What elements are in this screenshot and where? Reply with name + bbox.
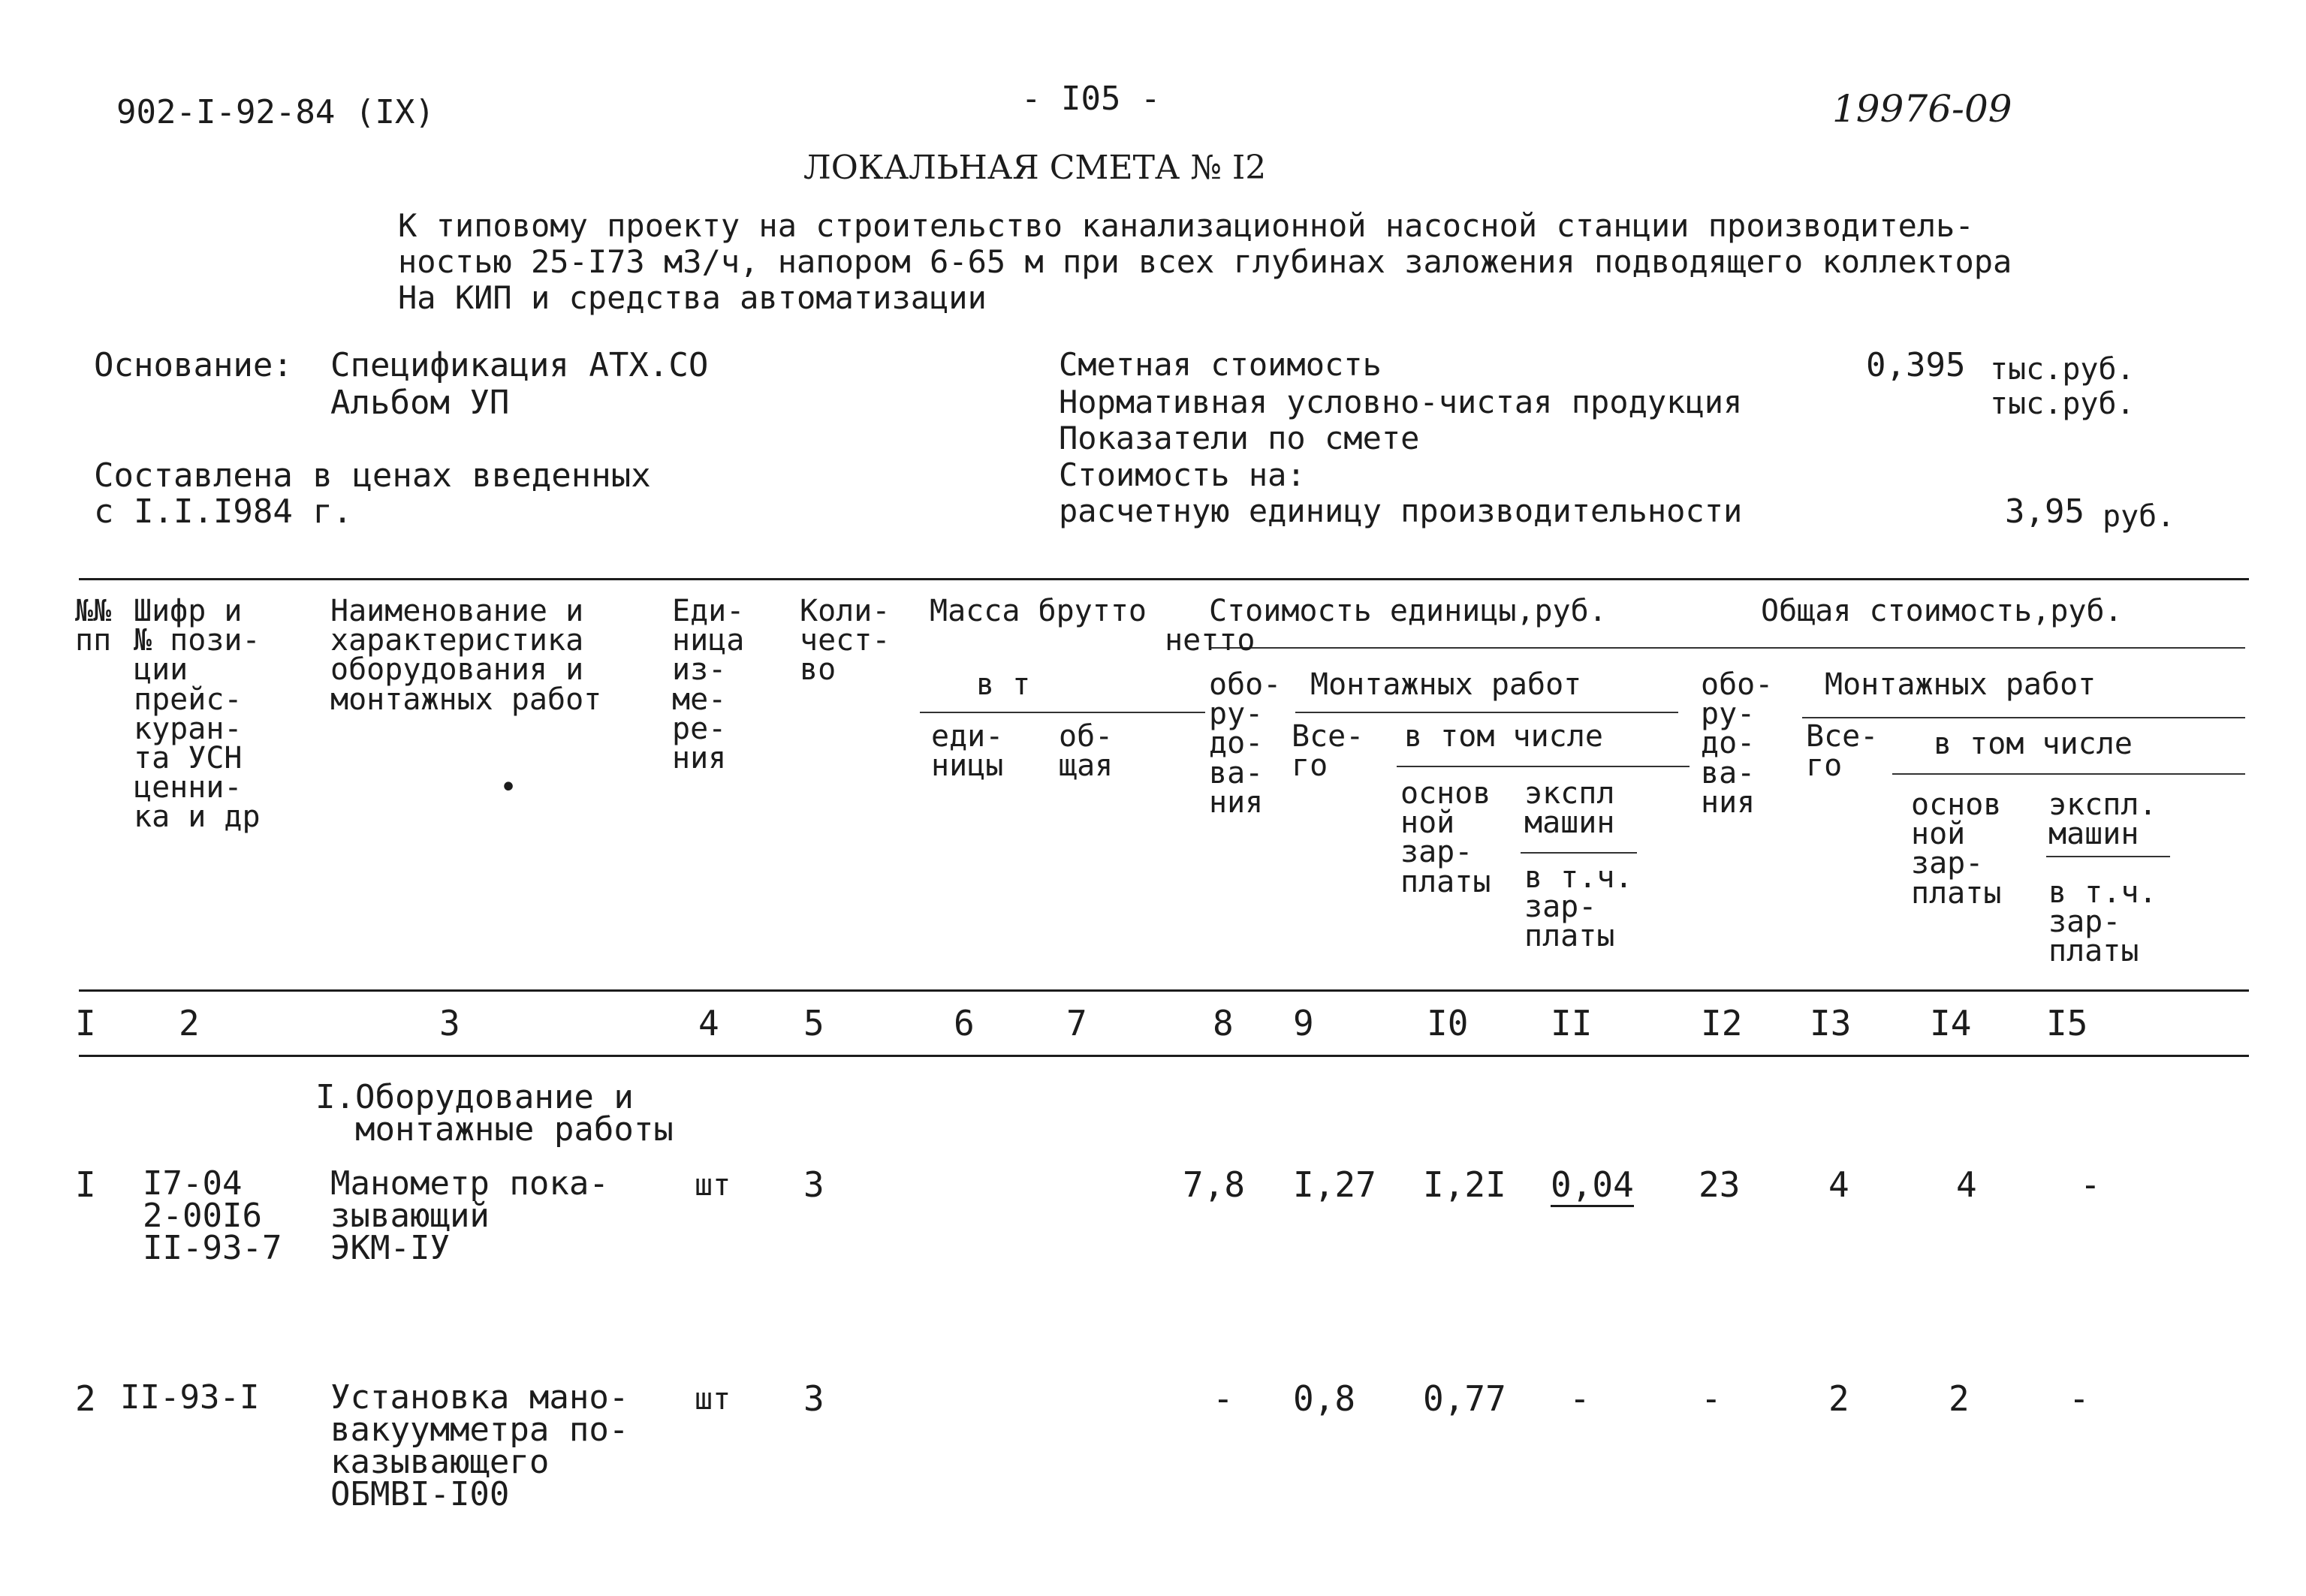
header-rule-cost bbox=[1209, 647, 2245, 649]
header-rule-install bbox=[1295, 712, 1678, 713]
basis-label: Основание: bbox=[94, 346, 293, 384]
col-number: I bbox=[75, 1003, 96, 1043]
col-number: I5 bbox=[2046, 1003, 2088, 1043]
section-title: I.Оборудование и монтажные работы bbox=[315, 1078, 674, 1149]
header-incl-group: в том числе bbox=[1404, 719, 1603, 754]
col-number: I0 bbox=[1427, 1003, 1469, 1043]
header-bottom-rule bbox=[79, 989, 2249, 992]
header-base-wage: основ ной зар- платы bbox=[1400, 776, 1491, 899]
cost-per-label: Стоимость на: bbox=[1059, 456, 1306, 493]
page-title: ЛОКАЛЬНАЯ СМЕТА № I2 bbox=[803, 149, 1267, 187]
row-equip-total: 23 bbox=[1699, 1164, 1741, 1205]
col-number: I4 bbox=[1930, 1003, 1972, 1043]
row-equip-total: - bbox=[1701, 1378, 1722, 1419]
description-line-1: К типовому проекту на строительство канализационной насосной станции производитель- bbox=[398, 207, 1974, 244]
row-equip-unit-cost: 7,8 bbox=[1183, 1164, 1246, 1205]
header-rule-machine bbox=[1521, 852, 1637, 854]
row-machine-op: - bbox=[1569, 1378, 1590, 1419]
row-equip-unit-cost: - bbox=[1213, 1378, 1234, 1419]
header-mass-per-unit: еди- ницы bbox=[931, 719, 1004, 784]
row-name: Установка мано- вакуумметра по- казывающего ОБМВI-I00 bbox=[330, 1378, 629, 1514]
header-install-total2: Все- го bbox=[1806, 719, 1879, 784]
document-code: 902-I-92-84 (IX) bbox=[116, 93, 435, 131]
header-unit: Еди- ница из- ме- ре- ния bbox=[672, 594, 745, 775]
row-machine-total: - bbox=[2069, 1378, 2090, 1419]
header-machine-wage: в т.ч. зар- платы bbox=[1524, 860, 1633, 954]
normative-output-unit: тыс.руб. bbox=[1990, 387, 2135, 421]
unit-capacity-unit: руб. bbox=[2103, 499, 2175, 534]
header-install-group: Монтажных работ bbox=[1310, 667, 1582, 702]
col-number: 2 bbox=[179, 1003, 200, 1043]
row-base-wage: I,2I bbox=[1423, 1164, 1506, 1205]
description-line-2: ностью 25-I73 м3/ч, напором 6-65 м при всех глубинах заложения подводящего коллектора bbox=[398, 243, 2012, 280]
estimated-cost-value: 0,395 bbox=[1866, 346, 1966, 384]
col-number: 3 bbox=[439, 1003, 460, 1043]
col-number: II bbox=[1551, 1003, 1593, 1043]
header-mass-total: об- щая bbox=[1059, 719, 1114, 784]
row-qty: 3 bbox=[803, 1164, 824, 1205]
col-number: 5 bbox=[803, 1003, 824, 1043]
header-mass-group: Масса брутто нетто bbox=[930, 594, 1255, 658]
col-number: I3 bbox=[1810, 1003, 1852, 1043]
normative-output-label: Нормативная условно-чистая продукция bbox=[1059, 384, 1743, 420]
header-unit-cost-group: Стоимость единицы,руб. bbox=[1209, 594, 1607, 628]
description-line-3: На КИП и средства автоматизации bbox=[398, 279, 987, 316]
col-number: 4 bbox=[698, 1003, 719, 1043]
row-num: 2 bbox=[75, 1378, 96, 1419]
basis-line-1: Спецификация АТХ.СО bbox=[330, 346, 709, 384]
row-unit: шт bbox=[695, 1382, 731, 1417]
header-equip-unit: обо- ру- до- ва- ния bbox=[1209, 667, 1282, 820]
header-rule-install2 bbox=[1802, 717, 2245, 718]
header-incl-group2: в том числе bbox=[1934, 727, 2133, 761]
row-base-wage-total: 2 bbox=[1949, 1378, 1970, 1419]
header-name-mark: • bbox=[499, 770, 518, 805]
unit-capacity-label: расчетную единицу производительности bbox=[1059, 492, 1743, 529]
compiled-line-1: Составлена в ценах введенных bbox=[94, 456, 651, 495]
row-install-total-sum: 2 bbox=[1828, 1378, 1849, 1419]
row-qty: 3 bbox=[803, 1378, 824, 1419]
header-install-group2: Монтажных работ bbox=[1825, 667, 2097, 702]
row-code: II-93-I bbox=[120, 1378, 260, 1417]
table-top-rule bbox=[79, 578, 2249, 580]
basis-line-2: Альбом УП bbox=[330, 384, 510, 422]
header-machine2: экспл. машин bbox=[2048, 787, 2157, 852]
estimated-cost-label: Сметная стоимость bbox=[1059, 346, 1382, 383]
header-rule-incl2 bbox=[1892, 773, 2245, 775]
row-name: Манометр пока- зывающий ЭКМ-IУ bbox=[330, 1164, 609, 1268]
header-num: №№ пп bbox=[75, 594, 112, 658]
indicators-label: Показатели по смете bbox=[1059, 420, 1420, 456]
header-code: Шифр и № пози- ции прейс- куран- та УСН ценни- ка и др bbox=[134, 594, 261, 835]
row-code: I7-04 2-00I6 II-93-7 bbox=[143, 1164, 282, 1268]
header-rule-incl bbox=[1397, 766, 1690, 767]
row-unit: шт bbox=[695, 1168, 731, 1203]
row-install-total: I,27 bbox=[1293, 1164, 1376, 1205]
row-base-wage-total: 4 bbox=[1956, 1164, 1977, 1205]
header-machine-wage2: в т.ч. зар- платы bbox=[2048, 875, 2157, 969]
col-number: 8 bbox=[1213, 1003, 1234, 1043]
col-number: I2 bbox=[1701, 1003, 1743, 1043]
header-install-total: Все- го bbox=[1292, 719, 1364, 784]
page-number: - I05 - bbox=[1021, 80, 1161, 118]
header-qty: Коли- чест- во bbox=[800, 594, 891, 688]
estimated-cost-unit: тыс.руб. bbox=[1990, 352, 2135, 387]
header-rule-mass bbox=[920, 712, 1205, 713]
row-install-total: 0,8 bbox=[1293, 1378, 1356, 1419]
header-mass-unit: в т bbox=[976, 667, 1031, 702]
col-number: 9 bbox=[1293, 1003, 1314, 1043]
header-base-wage2: основ ной зар- платы bbox=[1911, 787, 2002, 911]
header-rule-machine2 bbox=[2046, 856, 2170, 857]
row-num: I bbox=[75, 1164, 96, 1205]
row-machine-total: - bbox=[2080, 1164, 2101, 1205]
header-equip-total: обо- ру- до- ва- ния bbox=[1701, 667, 1774, 820]
header-machine: экспл машин bbox=[1524, 776, 1615, 841]
header-name: Наименование и характеристика оборудования и монтажных работ bbox=[330, 594, 602, 717]
inventory-number: 19976-09 bbox=[1832, 87, 2012, 131]
col-number: 6 bbox=[954, 1003, 975, 1043]
row-install-total-sum: 4 bbox=[1828, 1164, 1849, 1205]
row-base-wage: 0,77 bbox=[1423, 1378, 1506, 1419]
col-number: 7 bbox=[1066, 1003, 1087, 1043]
row-machine-op: 0,04 bbox=[1551, 1167, 1634, 1207]
compiled-line-2: с I.I.I984 г. bbox=[94, 492, 353, 531]
unit-capacity-value: 3,95 bbox=[2005, 492, 2084, 531]
column-numbers-rule bbox=[79, 1055, 2249, 1057]
header-total-cost-group: Общая стоимость,руб. bbox=[1761, 594, 2123, 628]
